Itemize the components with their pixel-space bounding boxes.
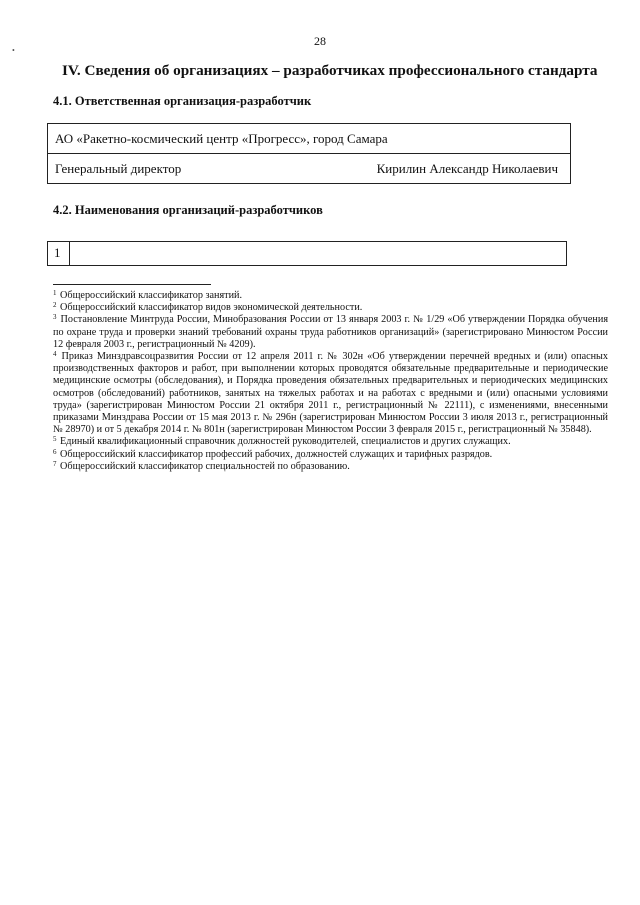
footnote-separator <box>53 284 211 285</box>
footnote-mark: 6 <box>53 447 57 456</box>
margin-dot: • <box>12 46 15 55</box>
footnote-text: Общероссийский классификатор специальностей по образованию. <box>60 460 350 472</box>
footnote-text: Приказ Минздравсоцразвития России от 12 апреля 2011 г. № 302н «Об утверждении перечней вредных и (или) опасных производственных факторов и работ, при выполнении которых проводятся обязательные предварительные и периодические медицинские осмотры (обследования), и Порядка проведения обязательных предварительных и периодических медицинских осмотров (обследований) работников, занятых на тяжелых работах и на работах с вредными и (или) опасными условиями труда» (зарегистрирован Минюстом России 21 октября 2011 г., регистрационный № 22111), с изменениями, внесенными приказами Минздрава России от 15 мая 2013 г. № 296н (зарегистрирован Минюстом России 3 июля 2013 г., регистрационный № 28970) и от 5 декабря 2014 г. № 801н (зарегистрирован Минюстом России 3 февраля 2015 г., регистрационный № 35848). <box>53 351 609 436</box>
footnote-mark: 2 <box>53 301 57 310</box>
footnote-mark: 3 <box>53 313 57 322</box>
footnote-item <box>53 449 608 461</box>
responsible-org-heading: 4.1. Ответственная организация-разработчик <box>53 94 312 108</box>
footnote-item <box>53 290 608 302</box>
org-head-name: Кирилин Александр Николаевич <box>376 160 558 176</box>
developer-orgs-table <box>47 241 567 266</box>
org-head-row <box>48 153 570 183</box>
developer-org-number: 1 <box>48 242 70 265</box>
org-name-row <box>48 124 570 153</box>
footnote-text: Общероссийский классификатор занятий. <box>60 290 243 301</box>
footnote-item <box>53 314 608 351</box>
footnote-text: Общероссийский классификатор профессий рабочих, должностей служащих и тарифных разрядов. <box>60 448 493 460</box>
footnote-text: Единый квалификационный справочник должностей руководителей, специалистов и других служащих. <box>60 436 511 448</box>
footnote-item <box>53 302 608 314</box>
footnote-mark: 4 <box>53 350 57 359</box>
developer-org-name <box>70 242 566 265</box>
footnote-mark: 7 <box>53 459 57 468</box>
footnote-item <box>53 351 608 436</box>
footnote-item <box>53 436 608 448</box>
footnote-text: Постановление Минтруда России, Минобразования России от 13 января 2003 г. № 1/29 «Об утверждении Порядка обучения по охране труда и проверки знаний требований охраны труда работников организаций» (зарегистрировано Минюстом России 12 февраля 2003 г., регистрационный № 4209). <box>53 314 609 350</box>
footnote-mark: 1 <box>53 289 57 297</box>
footnote-text: Общероссийский классификатор видов экономической деятельности. <box>60 302 363 314</box>
org-name: АО «Ракетно-космический центр «Прогресс», город Самара <box>55 130 388 146</box>
section-title: IV. Сведения об организациях – разработчиках профессионального стандарта <box>62 62 598 79</box>
developer-orgs-heading: 4.2. Наименования организаций-разработчиков <box>53 203 323 217</box>
org-head-position: Генеральный директор <box>55 160 182 176</box>
footnote-item <box>53 461 608 473</box>
responsible-org-table <box>47 123 571 184</box>
footnote-mark: 5 <box>53 435 57 444</box>
page-number: 28 <box>314 34 326 48</box>
footnotes <box>53 290 608 473</box>
